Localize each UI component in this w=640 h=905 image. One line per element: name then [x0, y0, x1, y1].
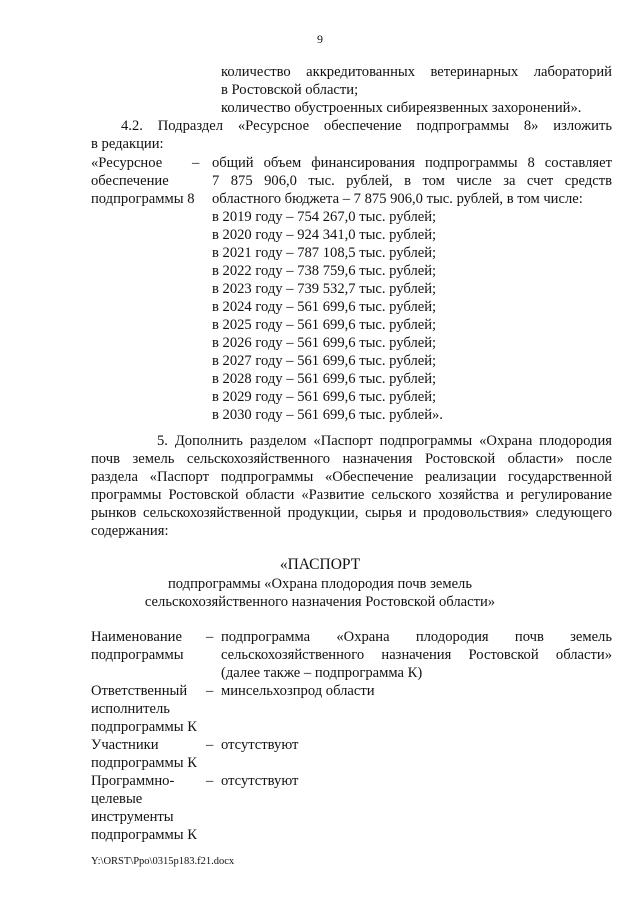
year-line: в 2027 году – 561 699,6 тыс. рублей; — [212, 353, 437, 369]
year-line: в 2029 году – 561 699,6 тыс. рублей; — [212, 389, 437, 405]
year-line: в 2020 году – 924 341,0 тыс. рублей; — [212, 227, 437, 243]
row-dash: – — [206, 737, 214, 753]
row-value: минсельхозпрод области — [221, 683, 375, 699]
paragraph-4-2-line: 4.2. Подраздел «Ресурсное обеспечение подпрограммы 8» изложить — [121, 118, 612, 134]
row-value: отсутствуют — [221, 773, 299, 789]
row-value: сельскохозяйственного назначения Ростовской области» — [221, 647, 612, 663]
row-label: Ответственный — [91, 683, 188, 699]
row-label: подпрограммы — [91, 647, 184, 663]
row-label: подпрограммы К — [91, 719, 197, 735]
resource-text-line: общий объем финансирования подпрограммы 8 составляет — [212, 155, 612, 171]
row-label: Программно- — [91, 773, 175, 789]
row-label: подпрограммы К — [91, 755, 197, 771]
year-line: в 2019 году – 754 267,0 тыс. рублей; — [212, 209, 437, 225]
text-line: в Ростовской области; — [221, 82, 359, 98]
paragraph-5-line: программы Ростовской области «Развитие сельского хозяйства и регулирование — [91, 487, 612, 503]
row-value: (далее также – подпрограмма К) — [221, 665, 423, 681]
row-label: исполнитель — [91, 701, 170, 717]
year-line: в 2022 году – 738 759,6 тыс. рублей; — [212, 263, 437, 279]
paragraph-5-line: рынков сельскохозяйственной продукции, сырья и продовольствия» следующего — [91, 505, 612, 521]
row-value: отсутствуют — [221, 737, 299, 753]
paragraph-4-2-line: в редакции: — [91, 136, 164, 152]
row-label: Наименование — [91, 629, 182, 645]
text-line: количество обустроенных сибиреязвенных захоронений». — [221, 100, 582, 116]
row-dash: – — [206, 683, 214, 699]
row-label: инструменты — [91, 809, 174, 825]
resource-dash: – — [192, 155, 200, 171]
year-line: в 2028 году – 561 699,6 тыс. рублей; — [212, 371, 437, 387]
resource-label: «Ресурсное — [91, 155, 163, 171]
footer-file-path: Y:\ORST\Ppo\0315p183.f21.docx — [91, 856, 235, 867]
year-line: в 2023 году – 739 532,7 тыс. рублей; — [212, 281, 437, 297]
row-label: Участники — [91, 737, 159, 753]
row-dash: – — [206, 773, 214, 789]
passport-subtitle: подпрограммы «Охрана плодородия почв земель — [167, 576, 472, 592]
year-line: в 2021 году – 787 108,5 тыс. рублей; — [212, 245, 437, 261]
resource-text-line: областного бюджета – 7 875 906,0 тыс. рублей, в том числе: — [212, 191, 583, 207]
paragraph-5-line: 5. Дополнить разделом «Паспорт подпрограммы «Охрана плодородия — [157, 433, 612, 449]
passport-title: «ПАСПОРТ — [279, 556, 361, 573]
resource-label: подпрограммы 8 — [91, 191, 195, 207]
year-line: в 2024 году – 561 699,6 тыс. рублей; — [212, 299, 437, 315]
text-line: количество аккредитованных ветеринарных лабораторий — [221, 64, 612, 80]
resource-label: обеспечение — [91, 173, 169, 189]
year-line: в 2030 году – 561 699,6 тыс. рублей». — [212, 407, 443, 423]
row-label: подпрограммы К — [91, 827, 197, 843]
paragraph-5-line: содержания: — [91, 523, 169, 539]
passport-subtitle: сельскохозяйственного назначения Ростовской области» — [144, 594, 496, 610]
row-label: целевые — [91, 791, 143, 807]
paragraph-5-line: почв земель сельскохозяйственного назначения Ростовской области» после — [91, 451, 612, 467]
year-line: в 2026 году – 561 699,6 тыс. рублей; — [212, 335, 437, 351]
row-dash: – — [206, 629, 214, 645]
row-value: подпрограмма «Охрана плодородия почв земель — [221, 629, 612, 645]
resource-text-line: 7 875 906,0 тыс. рублей, в том числе за счет средств — [212, 173, 612, 189]
year-line: в 2025 году – 561 699,6 тыс. рублей; — [212, 317, 437, 333]
paragraph-5-line: раздела «Паспорт подпрограммы «Обеспечение реализации государственной — [91, 469, 612, 485]
page-number: 9 — [317, 32, 323, 46]
